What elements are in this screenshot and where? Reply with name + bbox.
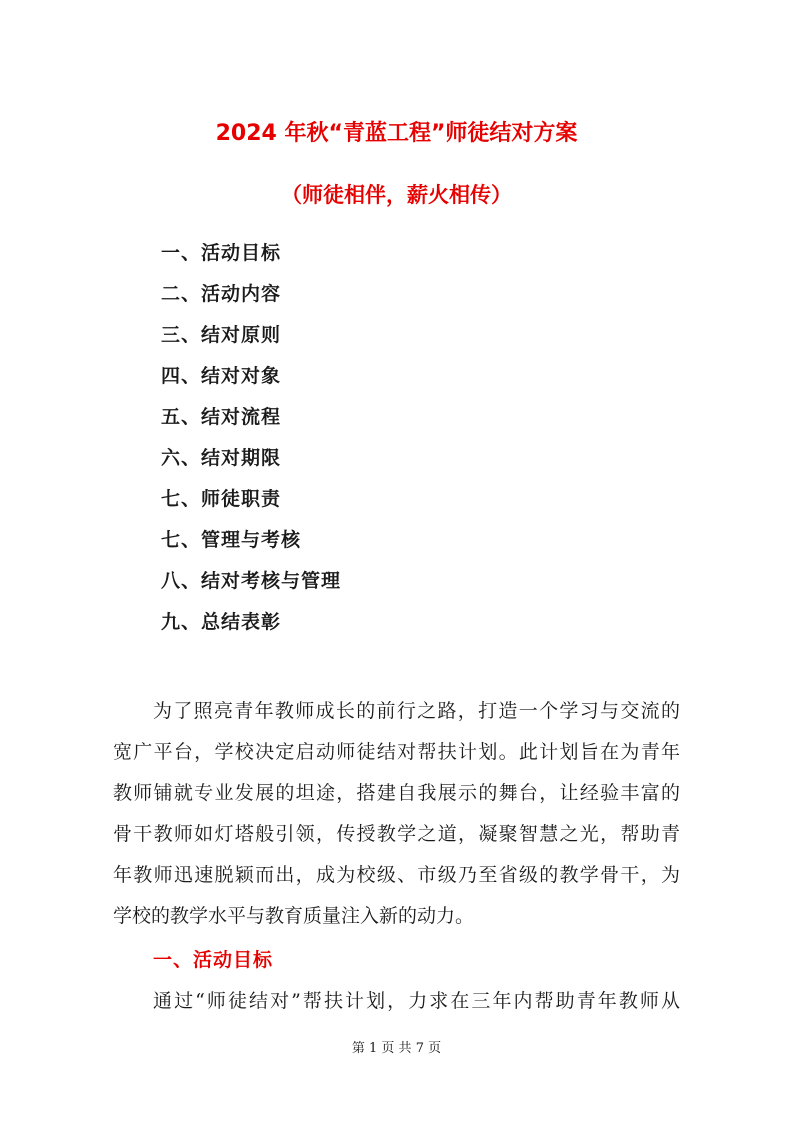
- toc-item: 七、管理与考核: [161, 529, 302, 551]
- toc-item: 九、总结表彰: [161, 611, 282, 633]
- toc-item: 四、结对对象: [161, 365, 282, 387]
- toc-item: 一、活动目标: [161, 242, 282, 264]
- toc-item: 五、结对流程: [161, 406, 282, 428]
- toc-item: 六、结对期限: [161, 447, 282, 469]
- paragraph-line: 教师铺就专业发展的坦途，搭建自我展示的舞台，让经验丰富的: [113, 782, 680, 804]
- document-title: 2024 年秋“青蓝工程”师徒结对方案: [215, 121, 578, 146]
- page-footer: 第 1 页 共 7 页: [351, 1041, 442, 1056]
- paragraph-line: 通过“师徒结对”帮扶计划，力求在三年内帮助青年教师从: [153, 990, 680, 1012]
- section-heading-activity-goals: 一、活动目标: [153, 949, 274, 971]
- paragraph-line: 年教师迅速脱颖而出，成为校级、市级乃至省级的教学骨干，为: [113, 864, 680, 886]
- paragraph-line: 为了照亮青年教师成长的前行之路，打造一个学习与交流的: [153, 700, 680, 722]
- toc-item: 八、结对考核与管理: [161, 570, 342, 592]
- table-of-contents: [113, 233, 680, 643]
- paragraph-line: 骨干教师如灯塔般引领，传授教学之道，凝聚智慧之光，帮助青: [113, 823, 680, 845]
- intro-paragraph: [113, 691, 680, 937]
- paragraph-line: 宽广平台，学校决定启动师徒结对帮扶计划。此计划旨在为青年: [113, 741, 680, 763]
- toc-item: 二、活动内容: [161, 283, 282, 305]
- toc-item: 七、师徒职责: [161, 488, 282, 510]
- document-subtitle: （师徒相伴，薪火相传）: [281, 183, 512, 207]
- paragraph-line: 学校的教学水平与教育质量注入新的动力。: [113, 905, 475, 927]
- toc-item: 三、结对原则: [161, 324, 282, 346]
- section1-paragraph: [113, 981, 680, 1022]
